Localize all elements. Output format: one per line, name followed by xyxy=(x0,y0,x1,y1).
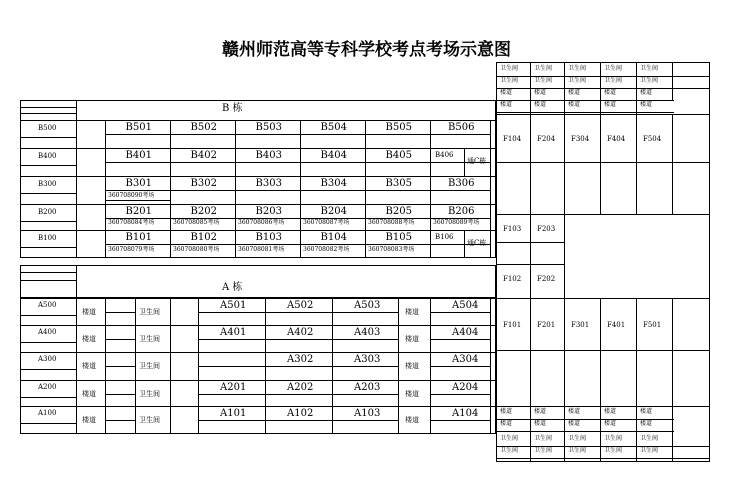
a-floor-line xyxy=(20,325,496,326)
b-room-line xyxy=(105,134,490,135)
a-room-line xyxy=(198,312,398,313)
f-line xyxy=(496,406,710,407)
stairs-label: 楼道 xyxy=(568,408,581,415)
a-line xyxy=(105,394,135,395)
room-f204: F204 xyxy=(537,135,556,143)
floor-label-b200: B200 xyxy=(38,208,57,216)
exam-room-label: 360708079考场 xyxy=(108,246,155,253)
f-line xyxy=(496,458,710,459)
room-b303: B303 xyxy=(255,178,282,189)
stairs-label: 楼道 xyxy=(604,408,617,415)
room-a403: A403 xyxy=(354,327,381,338)
a-line xyxy=(105,339,135,340)
b-col-line xyxy=(365,148,366,176)
b-col-line xyxy=(430,120,431,148)
toilet-label: 卫生间 xyxy=(604,435,623,442)
stairs-label: 楼道 xyxy=(82,416,96,424)
toilet-label: 卫生间 xyxy=(640,77,659,84)
b-col-line xyxy=(365,120,366,148)
a-col-line xyxy=(265,380,266,406)
f-line xyxy=(564,214,710,215)
room-a102: A102 xyxy=(287,408,314,419)
a-floor-divider xyxy=(20,423,76,424)
room-a304: A304 xyxy=(452,354,479,365)
to-c-label-b400: 通C栋 xyxy=(467,157,487,165)
b-col-line xyxy=(300,120,301,148)
stairs-label: 楼道 xyxy=(82,308,96,316)
b-col-line xyxy=(365,230,366,258)
floor-label-b400: B400 xyxy=(38,152,57,160)
a-room-line xyxy=(430,394,490,395)
f-line xyxy=(496,214,564,215)
room-b404: B404 xyxy=(320,150,347,161)
toilet-label: 卫生间 xyxy=(534,65,553,72)
stairs-label: 楼道 xyxy=(405,390,419,398)
b-floor-divider xyxy=(20,221,76,222)
exam-room-label: 360708087考场 xyxy=(303,219,350,226)
f-line xyxy=(496,446,710,447)
stairs-label: 楼道 xyxy=(500,89,513,96)
a-room-line xyxy=(430,366,490,367)
b-room-line xyxy=(105,190,490,191)
exam-room-label: 360708085考场 xyxy=(173,219,220,226)
room-f201: F201 xyxy=(537,321,556,329)
a-col-line xyxy=(398,325,399,352)
toilet-label: 卫生间 xyxy=(640,65,659,72)
a-col-line xyxy=(135,298,136,325)
b-col-line xyxy=(430,176,431,204)
a-room-line xyxy=(430,420,490,421)
a-room-line xyxy=(198,339,398,340)
room-b405: B405 xyxy=(385,150,412,161)
room-f102: F102 xyxy=(503,275,522,283)
room-a303: A303 xyxy=(354,354,381,365)
toilet-label: 卫生间 xyxy=(139,390,160,398)
room-b406: B406 xyxy=(435,151,454,159)
a-floor-divider xyxy=(20,315,76,316)
toilet-label: 卫生间 xyxy=(604,77,623,84)
a-room-line xyxy=(198,420,398,421)
room-a104: A104 xyxy=(452,408,479,419)
room-f103: F103 xyxy=(503,225,522,233)
room-a501: A501 xyxy=(220,300,247,311)
exam-room-label: 360708082考场 xyxy=(303,246,350,253)
b-floor-line xyxy=(20,230,496,231)
room-a302: A302 xyxy=(287,354,314,365)
toilet-label: 卫生间 xyxy=(534,435,553,442)
f-col-line xyxy=(530,62,531,114)
exam-room-label: 360708089考场 xyxy=(433,219,480,226)
room-a203: A203 xyxy=(354,382,381,393)
a-floor-divider xyxy=(20,369,76,370)
room-a502: A502 xyxy=(287,300,314,311)
f-line xyxy=(496,242,564,243)
a-col-line xyxy=(135,380,136,406)
a-room-line xyxy=(430,339,490,340)
b-floor-line xyxy=(20,148,496,149)
a-col-line xyxy=(398,406,399,434)
f-col-line xyxy=(564,62,565,114)
f-col-line xyxy=(672,298,673,462)
f-col-line xyxy=(672,62,673,100)
a-floor-line xyxy=(20,352,496,353)
f-col-line xyxy=(636,114,637,214)
a-floor-line xyxy=(20,380,496,381)
a-line xyxy=(105,420,135,421)
b-sub-line xyxy=(105,200,170,201)
exam-room-label: 360708080考场 xyxy=(173,246,220,253)
b-col-line xyxy=(300,230,301,258)
f-col-line xyxy=(600,114,601,214)
stairs-label: 楼道 xyxy=(534,420,547,427)
room-b105: B105 xyxy=(385,232,412,243)
toilet-label: 卫生间 xyxy=(500,77,519,84)
room-b202: B202 xyxy=(190,206,217,217)
a-col-line xyxy=(430,380,431,406)
exam-room-label: 360708081考场 xyxy=(238,246,285,253)
stairs-label: 楼道 xyxy=(568,101,581,108)
b-floor-divider xyxy=(20,137,76,138)
floor-label-b500: B500 xyxy=(38,124,57,132)
a-col-line xyxy=(135,406,136,434)
stairs-label: 楼道 xyxy=(534,101,547,108)
toilet-label: 卫生间 xyxy=(604,447,623,454)
stairs-label: 楼道 xyxy=(405,416,419,424)
room-f304: F304 xyxy=(571,135,590,143)
room-b304: B304 xyxy=(320,178,347,189)
b-floor-divider xyxy=(20,165,76,166)
f-line xyxy=(496,88,710,89)
room-a401: A401 xyxy=(220,327,247,338)
room-f202: F202 xyxy=(537,275,556,283)
room-a101: A101 xyxy=(220,408,247,419)
stairs-label: 楼道 xyxy=(604,101,617,108)
toilet-label: 卫生间 xyxy=(139,416,160,424)
toilet-label: 卫生间 xyxy=(640,435,659,442)
floor-label-a200: A200 xyxy=(38,383,57,391)
b-col-line xyxy=(300,148,301,176)
stairs-label: 楼道 xyxy=(405,362,419,370)
b-col-line xyxy=(105,230,106,258)
stairs-label: 楼道 xyxy=(534,408,547,415)
room-a402: A402 xyxy=(287,327,314,338)
floor-label-a400: A400 xyxy=(38,328,57,336)
a-room-line xyxy=(198,366,398,367)
a-col-line xyxy=(398,352,399,380)
b-building-header xyxy=(20,100,496,120)
f-col-line xyxy=(564,298,565,462)
a-line xyxy=(105,366,135,367)
room-b401: B401 xyxy=(125,150,152,161)
a-room-line xyxy=(430,312,490,313)
floor-label-b300: B300 xyxy=(38,180,57,188)
stairs-label: 楼道 xyxy=(405,308,419,316)
f-line xyxy=(496,112,674,113)
stairs-label: 楼道 xyxy=(604,420,617,427)
toilet-label: 卫生间 xyxy=(534,447,553,454)
room-b402: B402 xyxy=(190,150,217,161)
b-col-line xyxy=(235,148,236,176)
stairs-label: 楼道 xyxy=(500,101,513,108)
f-line xyxy=(496,114,710,115)
f-line xyxy=(496,76,710,77)
to-c-label-b100: 通C栋 xyxy=(467,239,487,247)
stairs-label: 楼道 xyxy=(82,390,96,398)
room-a103: A103 xyxy=(354,408,381,419)
b-col-line xyxy=(170,148,171,176)
exam-room-label: 360708088考场 xyxy=(368,219,415,226)
room-a404: A404 xyxy=(452,327,479,338)
room-b206: B206 xyxy=(448,206,475,217)
stairs-label: 楼道 xyxy=(405,335,419,343)
room-b306: B306 xyxy=(448,178,475,189)
exam-room-label: 360708083考场 xyxy=(368,246,415,253)
toilet-label: 卫生间 xyxy=(568,65,587,72)
exam-room-label: 360708084考场 xyxy=(108,219,155,226)
toilet-label: 卫生间 xyxy=(500,447,519,454)
a-floor-line xyxy=(20,406,496,407)
b-col-line xyxy=(300,204,301,230)
a-building-label: A 栋 xyxy=(222,282,243,293)
stairs-label: 楼道 xyxy=(640,408,653,415)
room-b201: B201 xyxy=(125,206,152,217)
f-line xyxy=(564,298,710,299)
toilet-label: 卫生间 xyxy=(568,435,587,442)
toilet-label: 卫生间 xyxy=(500,65,519,72)
room-b302: B302 xyxy=(190,178,217,189)
stairs-label: 楼道 xyxy=(82,362,96,370)
floor-label-a100: A100 xyxy=(38,409,57,417)
floor-label-a500: A500 xyxy=(38,301,57,309)
stairs-label: 楼道 xyxy=(534,89,547,96)
b-divider xyxy=(464,230,465,258)
room-f101: F101 xyxy=(503,321,522,329)
exam-room-label: 360708086考场 xyxy=(238,219,285,226)
floor-label-b100: B100 xyxy=(38,234,57,242)
stairs-label: 楼道 xyxy=(568,420,581,427)
room-b403: B403 xyxy=(255,150,282,161)
room-b505: B505 xyxy=(385,122,412,133)
toilet-label: 卫生间 xyxy=(139,308,160,316)
b-floor-line xyxy=(20,176,496,177)
stairs-label: 楼道 xyxy=(640,101,653,108)
f-line xyxy=(496,264,564,265)
f-col-line xyxy=(636,298,637,462)
a-col-line xyxy=(398,298,399,325)
f-col-line xyxy=(564,114,565,298)
a-col-line xyxy=(135,325,136,352)
b-col-line xyxy=(430,204,431,230)
room-f404: F404 xyxy=(607,135,626,143)
a-line xyxy=(105,312,135,313)
b-col-line xyxy=(235,230,236,258)
a-col-line xyxy=(398,380,399,406)
b-divider xyxy=(464,148,465,176)
b-col-line xyxy=(235,120,236,148)
f-line xyxy=(496,350,710,351)
room-b301: B301 xyxy=(125,178,152,189)
page-title: 赣州师范高等专科学校考点考场示意图 xyxy=(222,40,511,60)
toilet-label: 卫生间 xyxy=(500,435,519,442)
b-col-line xyxy=(365,204,366,230)
f-col-line xyxy=(600,62,601,114)
f-line xyxy=(496,162,710,163)
room-a204: A204 xyxy=(452,382,479,393)
f-building xyxy=(496,62,710,462)
toilet-label: 卫生间 xyxy=(139,335,160,343)
room-b203: B203 xyxy=(255,206,282,217)
b-col-line xyxy=(105,148,106,176)
f-col-line xyxy=(600,298,601,462)
b-col-line xyxy=(430,230,431,258)
a-col-line xyxy=(105,380,106,406)
b-col-line xyxy=(105,204,106,230)
room-b503: B503 xyxy=(255,122,282,133)
b-col-line xyxy=(235,204,236,230)
room-f104: F104 xyxy=(503,135,522,143)
room-b506: B506 xyxy=(448,122,475,133)
a-col-line xyxy=(332,380,333,406)
stairs-label: 楼道 xyxy=(640,89,653,96)
floor-label-a300: A300 xyxy=(38,355,57,363)
room-b106: B106 xyxy=(435,233,454,241)
b-col-line xyxy=(170,204,171,230)
b-room-line xyxy=(105,244,490,245)
f-col-line xyxy=(672,114,673,214)
stairs-label: 楼道 xyxy=(500,420,513,427)
stairs-label: 楼道 xyxy=(500,408,513,415)
room-f203: F203 xyxy=(537,225,556,233)
room-b305: B305 xyxy=(385,178,412,189)
b-floor-line xyxy=(20,204,496,205)
room-b502: B502 xyxy=(190,122,217,133)
a-col-line xyxy=(135,352,136,380)
room-b501: B501 xyxy=(125,122,152,133)
room-f401: F401 xyxy=(607,321,626,329)
b-col-line xyxy=(235,176,236,204)
toilet-label: 卫生间 xyxy=(604,65,623,72)
toilet-label: 卫生间 xyxy=(568,77,587,84)
stairs-label: 楼道 xyxy=(640,420,653,427)
toilet-label: 卫生间 xyxy=(534,77,553,84)
toilet-label: 卫生间 xyxy=(139,362,160,370)
room-b102: B102 xyxy=(190,232,217,243)
b-col-line xyxy=(170,120,171,148)
room-f504: F504 xyxy=(643,135,662,143)
toilet-label: 卫生间 xyxy=(640,447,659,454)
room-f301: F301 xyxy=(571,321,590,329)
f-line xyxy=(496,431,674,432)
b-floor-divider xyxy=(20,193,76,194)
room-a202: A202 xyxy=(287,382,314,393)
b-col-line xyxy=(105,120,106,148)
b-col-line xyxy=(170,176,171,204)
room-f501: F501 xyxy=(643,321,662,329)
b-room-line xyxy=(105,162,490,163)
room-b204: B204 xyxy=(320,206,347,217)
room-b205: B205 xyxy=(385,206,412,217)
f-col-line xyxy=(530,298,531,462)
b-col-line xyxy=(170,230,171,258)
b-col-line xyxy=(365,176,366,204)
room-a503: A503 xyxy=(354,300,381,311)
room-b104: B104 xyxy=(320,232,347,243)
b-floor-divider xyxy=(20,247,76,248)
a-building-header xyxy=(20,265,496,298)
b-col-line xyxy=(430,148,431,176)
f-col-line xyxy=(636,62,637,114)
room-a504: A504 xyxy=(452,300,479,311)
room-b101: B101 xyxy=(125,232,152,243)
a-floor-divider xyxy=(20,342,76,343)
f-col-line xyxy=(530,114,531,298)
a-floor-divider xyxy=(20,397,76,398)
b-building-label: B 栋 xyxy=(222,103,243,114)
room-b103: B103 xyxy=(255,232,282,243)
exam-room-label: 360708090考场 xyxy=(108,192,155,199)
b-col-line xyxy=(300,176,301,204)
room-b504: B504 xyxy=(320,122,347,133)
a-room-line xyxy=(198,394,398,395)
stairs-label: 楼道 xyxy=(604,89,617,96)
room-a201: A201 xyxy=(220,382,247,393)
stairs-label: 楼道 xyxy=(568,89,581,96)
stairs-label: 楼道 xyxy=(82,335,96,343)
toilet-label: 卫生间 xyxy=(568,447,587,454)
